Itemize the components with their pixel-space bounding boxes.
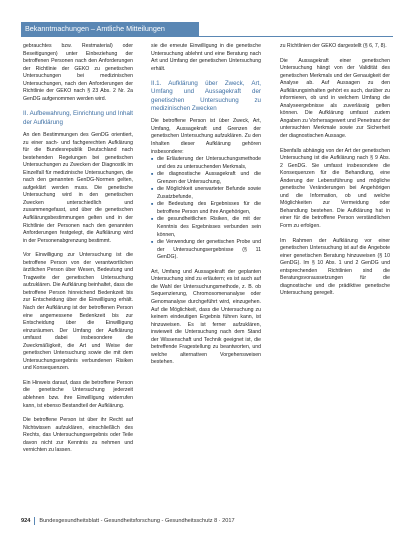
list-item: ■ die Bedeutung des Ergebnisses für die betroffene Person und ihre Angehörigen, bbox=[157, 201, 261, 216]
bullet-list bbox=[151, 156, 261, 262]
list-item: ■ die gesundheitlichen Risiken, die mit der Kenntnis des Ergebnisses verbunden sein können, bbox=[157, 216, 261, 239]
text-column-3 bbox=[280, 43, 390, 305]
list-item: ■ die Verwendung der genetischen Probe und der Untersuchungsergebnisse (§ 11 GenDG). bbox=[157, 239, 261, 262]
paragraph: zu Richtlinien der GEKO dargestellt (§ 6, 7, 8). bbox=[280, 43, 387, 49]
list-item: ■ die diagnostische Aussagekraft und die Grenzen der Untersuchung, bbox=[157, 171, 261, 186]
page-footer bbox=[21, 517, 235, 525]
journal-citation: Bundesgesundheitsblatt - Gesundheitsforschung - Gesundheitsschutz 8 · 2017 bbox=[39, 518, 235, 524]
page-number: 924 bbox=[21, 518, 31, 524]
paragraph: Art, Umfang und Aussagekraft der geplanten Untersuchung sind zu erläutern; es ist auch auf die Wahl der Untersuchungsmethode, z. B. ob Sequenzierung, Chromosomenanalyse oder Genomanalyse durchgeführt wird, einzugehen. Auf die Möglichkeit, dass die Untersuchung zu keinem eindeutigen Ergebnis führen kann, ist hinzuweisen. Es ist ferner aufzuklären, inwieweit die Untersuchung nach dem Stand der Wissenschaft und Technik geeignet ist, die betreffende Fragestellung zu beantworten, und welche alternativen Vorgehensweisen bestehen. bbox=[151, 268, 261, 366]
paragraph: Im Rahmen der Aufklärung vor einer genetischen Untersuchung ist auf die Angebote einer genetischen Beratung hinzuweisen (§ 10 GenDG). Im § 10 Abs. 1 und 2 GenDG und entsprechenden Richtlinien sind die Beratungsvoraussetzungen für die diagnostische und die prädiktive genetische Untersuchung geregelt. bbox=[280, 237, 390, 297]
section-header bbox=[21, 22, 199, 36]
paragraph: sie die erneute Einwilligung in die genetische Untersuchung ablehnt und eine Beratung nach Art und Umfang der genetischen Untersuchung erhält. bbox=[151, 43, 261, 72]
paragraph: gebrauchtes bzw. Restmaterial) oder Beseitigungen) unter Einbeziehung der betroffenen Personen nach den Anforderungen der Richtlinie der GEKO zu genetischen Untersuchungen bei medizinischen Untersuchungen, nach den Anforderungen der Richtlinie der GEKO nach § 23 Abs. 2 Nr. 2a GenDG aufgenommen werden wird. bbox=[23, 43, 133, 102]
paragraph: An den Bestimmungen des GenDG orientiert, zu einer sach- und fachgerechten Aufklärung für die Bundesrepublik Deutschland nach bestehenden Regelungen bei genetischen Untersuchungen zu Zwecken der Diagnostik im Einzelfall für medizinische Untersuchungen, die nach den genannten GenDG-Normen gelten, aufgeklärt werden muss. Die genetische Untersuchung wird in den genetischen Zwecken unterschiedlich und zusammengefasst, und über die genetischen Aufklärungsbestimmungen gelten und in der Richtlinie der Personen nach den genannten Anforderungen festgelegt, die Aufklärung wird in der Personenabgrenzung bestimmt. bbox=[23, 131, 133, 244]
paragraph: Die betroffene Person ist über ihr Recht auf Nichtwissen aufzuklären, einschließlich des Rechts, das Untersuchungsergebnis oder Teile davon nicht zur Kenntnis zu nehmen und vernichten zu lassen. bbox=[23, 417, 133, 454]
section-heading: II.1. Aufklärung über Zweck, Art, Umfang und Aussagekraft der genetischen Untersuchung zu medizinischen Zwecken bbox=[151, 80, 261, 113]
section-heading: II. Aufbewahrung, Einrichtung und Inhalt der Aufklärung bbox=[23, 110, 133, 126]
paragraph: Ebenfalls abhängig von der Art der genetischen Untersuchung ist die Aufklärung nach § 9 Abs. 2 GenDG. Sie umfasst insbesondere die Konsequenzen für die Behandlung, eine Änderung der Lebensführung und mögliche genetische Veränderungen bei Angehörigen und die Information, ob und welche Möglichkeiten zur Vermeidung oder Behandlung bestehen. Die Aufklärung hat in einer für die betroffene Person verständlichen Form zu erfolgen. bbox=[280, 147, 390, 230]
paragraph: Vor Einwilligung zur Untersuchung ist die betroffene Person von der verantwortlichen ärztlichen Person über Wesen, Bedeutung und Tragweite der genetischen Untersuchung aufzuklären. Die Aufklärung beinhaltet, dass die betroffene Person hinreichend Bedenkzeit bis zur Entscheidung über die Einwilligung erhält. Nach der Aufklärung ist der betroffenen Person eine angemessene Bedenkzeit bis zur Entscheidung über die Einwilligung einzuräumen. Der Umfang der Aufklärung umfasst dabei insbesondere die Zweckmäßigkeit, die Art und Weise der genetischen Untersuchung sowie die mit dem Untersuchungsergebnis verbundenen Risiken und Konsequenzen. bbox=[23, 252, 133, 372]
footer-divider bbox=[34, 517, 35, 525]
paragraph: Die betroffene Person ist über Zweck, Art, Umfang, Aussagekraft und Grenzen der genetischen Untersuchung aufzuklären. Zu den Inhalten dieser Aufklärung gehören insbesondere: bbox=[151, 118, 261, 155]
paragraph: Die Aussagekraft einer genetischen Untersuchung hängt von der Validität des genetischen Merkmals und der Genauigkeit der Analyse ab. Auf Aussagen zu den Aufklärungsinhalten gehört es auch, darüber zu informieren, ob und in welchem Umfang die Analyseergebnisse als zuverlässig gelten können. Die Aufklärung umfasst zudem Angaben zu Vorhersagewert und Penetranz der untersuchten Merkmale sowie zur Sicherheit der diagnostischen Aussage. bbox=[280, 57, 390, 140]
text-column-1 bbox=[23, 43, 133, 462]
header-divider bbox=[21, 36, 393, 37]
text-column-2 bbox=[151, 43, 261, 374]
list-item: ■ die Möglichkeit unerwarteter Befunde sowie Zusatzbefunde, bbox=[157, 186, 261, 201]
section-header-title: Bekanntmachungen – Amtliche Mitteilungen bbox=[25, 24, 165, 33]
list-item: ■ die Erläuterung der Untersuchungsmethode und des zu untersuchenden Merkmals, bbox=[157, 156, 261, 171]
paragraph: Ein Hinweis darauf, dass die betroffene Person die genetische Untersuchung jederzeit ablehnen bzw. ihre Einwilligung widerrufen kann, ist ebenso Bestandteil der Aufklärung. bbox=[23, 379, 133, 409]
